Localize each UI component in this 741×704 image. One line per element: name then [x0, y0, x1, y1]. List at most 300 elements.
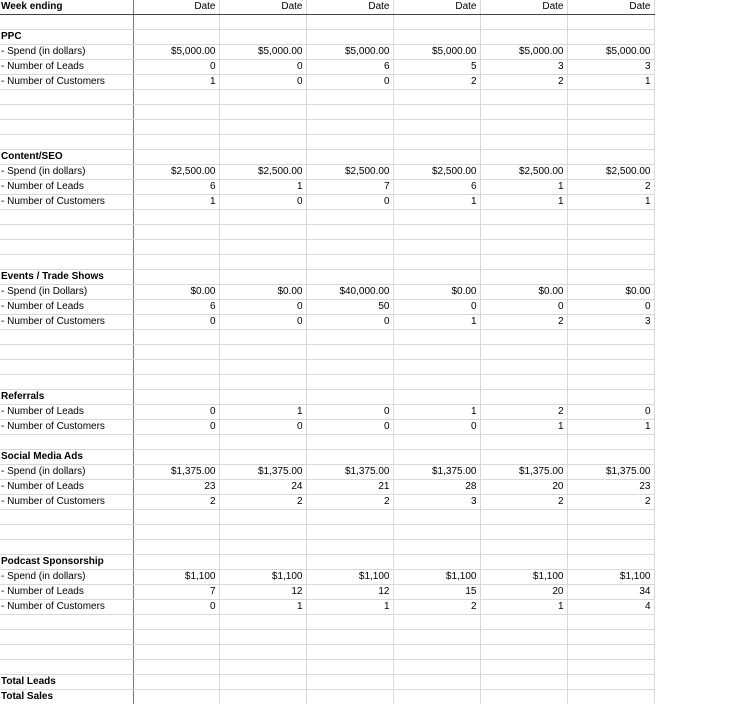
empty-cell[interactable]	[306, 120, 393, 135]
value-cell[interactable]: 4	[567, 600, 654, 615]
empty-cell[interactable]	[567, 360, 654, 375]
empty-cell[interactable]	[393, 675, 480, 690]
value-cell[interactable]: $2,500.00	[393, 165, 480, 180]
empty-cell[interactable]	[393, 210, 480, 225]
empty-cell[interactable]	[133, 450, 219, 465]
empty-cell[interactable]	[393, 135, 480, 150]
value-cell[interactable]: $0.00	[480, 285, 567, 300]
week-ending-label[interactable]: Week ending	[0, 0, 133, 15]
empty-cell[interactable]	[306, 615, 393, 630]
empty-cell[interactable]	[306, 240, 393, 255]
value-cell[interactable]: 34	[567, 585, 654, 600]
empty-cell[interactable]	[219, 555, 306, 570]
metric-label[interactable]: - Number of Leads	[0, 405, 133, 420]
empty-cell[interactable]	[393, 30, 480, 45]
empty-cell[interactable]	[393, 90, 480, 105]
empty-cell[interactable]	[133, 645, 219, 660]
empty-cell[interactable]	[133, 240, 219, 255]
empty-cell[interactable]	[480, 255, 567, 270]
empty-cell[interactable]	[567, 90, 654, 105]
empty-cell[interactable]	[480, 675, 567, 690]
empty-cell[interactable]	[219, 150, 306, 165]
row-label-cell[interactable]	[0, 210, 133, 225]
value-cell[interactable]: $2,500.00	[219, 165, 306, 180]
row-label-cell[interactable]	[0, 360, 133, 375]
empty-cell[interactable]	[567, 660, 654, 675]
empty-cell[interactable]	[393, 645, 480, 660]
empty-cell[interactable]	[393, 255, 480, 270]
value-cell[interactable]: $0.00	[393, 285, 480, 300]
value-cell[interactable]: 23	[567, 480, 654, 495]
value-cell[interactable]: 3	[393, 495, 480, 510]
value-cell[interactable]: 0	[306, 315, 393, 330]
empty-cell[interactable]	[133, 15, 219, 30]
empty-cell[interactable]	[306, 390, 393, 405]
metric-label[interactable]: - Number of Customers	[0, 420, 133, 435]
empty-cell[interactable]	[133, 150, 219, 165]
metric-label[interactable]: - Number of Customers	[0, 75, 133, 90]
empty-cell[interactable]	[480, 210, 567, 225]
empty-cell[interactable]	[306, 330, 393, 345]
empty-cell[interactable]	[219, 510, 306, 525]
row-label-cell[interactable]	[0, 645, 133, 660]
row-label-cell[interactable]	[0, 105, 133, 120]
date-header-cell[interactable]: Date	[219, 0, 306, 15]
empty-cell[interactable]	[480, 615, 567, 630]
value-cell[interactable]: 20	[480, 585, 567, 600]
total-sales-label[interactable]: Total Sales	[0, 690, 133, 704]
empty-cell[interactable]	[219, 135, 306, 150]
empty-cell[interactable]	[567, 615, 654, 630]
value-cell[interactable]: 2	[393, 600, 480, 615]
empty-cell[interactable]	[306, 345, 393, 360]
value-cell[interactable]: 0	[133, 405, 219, 420]
row-label-cell[interactable]	[0, 615, 133, 630]
date-header-cell[interactable]: Date	[393, 0, 480, 15]
value-cell[interactable]: $5,000.00	[480, 45, 567, 60]
value-cell[interactable]: 1	[393, 315, 480, 330]
empty-cell[interactable]	[219, 435, 306, 450]
value-cell[interactable]: 6	[133, 180, 219, 195]
value-cell[interactable]: $1,100	[480, 570, 567, 585]
empty-cell[interactable]	[219, 450, 306, 465]
value-cell[interactable]: $1,375.00	[219, 465, 306, 480]
value-cell[interactable]: 1	[480, 195, 567, 210]
value-cell[interactable]: 3	[567, 315, 654, 330]
value-cell[interactable]: 0	[306, 405, 393, 420]
value-cell[interactable]: 24	[219, 480, 306, 495]
empty-cell[interactable]	[567, 675, 654, 690]
value-cell[interactable]: $5,000.00	[133, 45, 219, 60]
value-cell[interactable]: 0	[133, 420, 219, 435]
empty-cell[interactable]	[393, 540, 480, 555]
value-cell[interactable]: 0	[133, 600, 219, 615]
empty-cell[interactable]	[567, 645, 654, 660]
empty-cell[interactable]	[133, 30, 219, 45]
date-header-cell[interactable]: Date	[133, 0, 219, 15]
section-title[interactable]: PPC	[0, 30, 133, 45]
value-cell[interactable]: 0	[219, 195, 306, 210]
value-cell[interactable]: 0	[219, 300, 306, 315]
empty-cell[interactable]	[567, 30, 654, 45]
value-cell[interactable]: 1	[480, 180, 567, 195]
empty-cell[interactable]	[393, 375, 480, 390]
value-cell[interactable]: 0	[219, 60, 306, 75]
value-cell[interactable]: 7	[306, 180, 393, 195]
value-cell[interactable]: 50	[306, 300, 393, 315]
date-header-cell[interactable]: Date	[567, 0, 654, 15]
empty-cell[interactable]	[480, 540, 567, 555]
empty-cell[interactable]	[567, 555, 654, 570]
empty-cell[interactable]	[567, 450, 654, 465]
empty-cell[interactable]	[219, 15, 306, 30]
empty-cell[interactable]	[133, 360, 219, 375]
empty-cell[interactable]	[219, 645, 306, 660]
value-cell[interactable]: $1,375.00	[393, 465, 480, 480]
value-cell[interactable]: 2	[393, 75, 480, 90]
empty-cell[interactable]	[133, 345, 219, 360]
empty-cell[interactable]	[393, 120, 480, 135]
row-label-cell[interactable]	[0, 120, 133, 135]
empty-cell[interactable]	[219, 675, 306, 690]
empty-cell[interactable]	[393, 150, 480, 165]
metric-label[interactable]: - Number of Customers	[0, 495, 133, 510]
metric-label[interactable]: - Number of Customers	[0, 195, 133, 210]
empty-cell[interactable]	[219, 615, 306, 630]
empty-cell[interactable]	[133, 270, 219, 285]
empty-cell[interactable]	[133, 540, 219, 555]
empty-cell[interactable]	[393, 555, 480, 570]
value-cell[interactable]: 0	[306, 75, 393, 90]
empty-cell[interactable]	[219, 630, 306, 645]
empty-cell[interactable]	[133, 90, 219, 105]
empty-cell[interactable]	[306, 450, 393, 465]
value-cell[interactable]: 0	[219, 420, 306, 435]
empty-cell[interactable]	[306, 510, 393, 525]
value-cell[interactable]: 12	[306, 585, 393, 600]
empty-cell[interactable]	[306, 30, 393, 45]
empty-cell[interactable]	[480, 390, 567, 405]
row-label-cell[interactable]	[0, 660, 133, 675]
value-cell[interactable]: 1	[306, 600, 393, 615]
empty-cell[interactable]	[480, 15, 567, 30]
empty-cell[interactable]	[393, 690, 480, 704]
value-cell[interactable]: 28	[393, 480, 480, 495]
value-cell[interactable]: 2	[306, 495, 393, 510]
value-cell[interactable]: 0	[393, 300, 480, 315]
empty-cell[interactable]	[480, 660, 567, 675]
empty-cell[interactable]	[306, 540, 393, 555]
metric-label[interactable]: - Spend (in dollars)	[0, 45, 133, 60]
empty-cell[interactable]	[567, 270, 654, 285]
value-cell[interactable]: 2	[567, 180, 654, 195]
value-cell[interactable]: 6	[306, 60, 393, 75]
empty-cell[interactable]	[306, 675, 393, 690]
empty-cell[interactable]	[219, 330, 306, 345]
value-cell[interactable]: 7	[133, 585, 219, 600]
value-cell[interactable]: 0	[133, 60, 219, 75]
empty-cell[interactable]	[567, 435, 654, 450]
value-cell[interactable]: 2	[480, 75, 567, 90]
section-title[interactable]: Podcast Sponsorship	[0, 555, 133, 570]
section-title[interactable]: Referrals	[0, 390, 133, 405]
empty-cell[interactable]	[393, 225, 480, 240]
empty-cell[interactable]	[306, 360, 393, 375]
value-cell[interactable]: $5,000.00	[219, 45, 306, 60]
row-label-cell[interactable]	[0, 225, 133, 240]
row-label-cell[interactable]	[0, 510, 133, 525]
value-cell[interactable]: $2,500.00	[567, 165, 654, 180]
empty-cell[interactable]	[306, 645, 393, 660]
empty-cell[interactable]	[133, 330, 219, 345]
value-cell[interactable]: 1	[480, 600, 567, 615]
value-cell[interactable]: 2	[480, 315, 567, 330]
value-cell[interactable]: 0	[133, 315, 219, 330]
value-cell[interactable]: $1,375.00	[567, 465, 654, 480]
row-label-cell[interactable]	[0, 90, 133, 105]
value-cell[interactable]: 2	[480, 495, 567, 510]
empty-cell[interactable]	[393, 330, 480, 345]
empty-cell[interactable]	[480, 690, 567, 704]
empty-cell[interactable]	[133, 660, 219, 675]
value-cell[interactable]: $0.00	[133, 285, 219, 300]
row-label-cell[interactable]	[0, 435, 133, 450]
value-cell[interactable]: 1	[133, 75, 219, 90]
empty-cell[interactable]	[393, 360, 480, 375]
empty-cell[interactable]	[567, 525, 654, 540]
metric-label[interactable]: - Spend (in dollars)	[0, 165, 133, 180]
empty-cell[interactable]	[567, 510, 654, 525]
empty-cell[interactable]	[219, 90, 306, 105]
value-cell[interactable]: 2	[567, 495, 654, 510]
empty-cell[interactable]	[480, 225, 567, 240]
row-label-cell[interactable]	[0, 330, 133, 345]
value-cell[interactable]: $2,500.00	[306, 165, 393, 180]
row-label-cell[interactable]	[0, 540, 133, 555]
empty-cell[interactable]	[306, 375, 393, 390]
empty-cell[interactable]	[393, 390, 480, 405]
row-label-cell[interactable]	[0, 240, 133, 255]
empty-cell[interactable]	[133, 630, 219, 645]
value-cell[interactable]: $1,100	[219, 570, 306, 585]
empty-cell[interactable]	[567, 540, 654, 555]
value-cell[interactable]: 1	[567, 420, 654, 435]
empty-cell[interactable]	[219, 120, 306, 135]
value-cell[interactable]: 1	[219, 600, 306, 615]
metric-label[interactable]: - Spend (in dollars)	[0, 570, 133, 585]
empty-cell[interactable]	[306, 690, 393, 704]
empty-cell[interactable]	[480, 330, 567, 345]
row-label-cell[interactable]	[0, 525, 133, 540]
empty-cell[interactable]	[393, 510, 480, 525]
date-header-cell[interactable]: Date	[480, 0, 567, 15]
value-cell[interactable]: 1	[567, 75, 654, 90]
empty-cell[interactable]	[133, 135, 219, 150]
empty-cell[interactable]	[133, 525, 219, 540]
empty-cell[interactable]	[480, 90, 567, 105]
empty-cell[interactable]	[480, 30, 567, 45]
date-header-cell[interactable]: Date	[306, 0, 393, 15]
empty-cell[interactable]	[306, 210, 393, 225]
metric-label[interactable]: - Spend (in dollars)	[0, 465, 133, 480]
empty-cell[interactable]	[306, 90, 393, 105]
value-cell[interactable]: $1,100	[567, 570, 654, 585]
metric-label[interactable]: - Number of Leads	[0, 300, 133, 315]
empty-cell[interactable]	[393, 630, 480, 645]
empty-cell[interactable]	[219, 210, 306, 225]
empty-cell[interactable]	[306, 150, 393, 165]
empty-cell[interactable]	[567, 690, 654, 704]
empty-cell[interactable]	[306, 555, 393, 570]
value-cell[interactable]: 21	[306, 480, 393, 495]
empty-cell[interactable]	[393, 240, 480, 255]
empty-cell[interactable]	[306, 660, 393, 675]
value-cell[interactable]: 3	[480, 60, 567, 75]
value-cell[interactable]: 5	[393, 60, 480, 75]
row-label-cell[interactable]	[0, 375, 133, 390]
metric-label[interactable]: - Number of Customers	[0, 315, 133, 330]
section-title[interactable]: Events / Trade Shows	[0, 270, 133, 285]
empty-cell[interactable]	[567, 345, 654, 360]
empty-cell[interactable]	[219, 390, 306, 405]
empty-cell[interactable]	[219, 660, 306, 675]
value-cell[interactable]: $1,100	[133, 570, 219, 585]
empty-cell[interactable]	[306, 15, 393, 30]
empty-cell[interactable]	[567, 330, 654, 345]
empty-cell[interactable]	[306, 135, 393, 150]
empty-cell[interactable]	[133, 255, 219, 270]
empty-cell[interactable]	[133, 435, 219, 450]
value-cell[interactable]: $5,000.00	[306, 45, 393, 60]
empty-cell[interactable]	[567, 225, 654, 240]
empty-cell[interactable]	[480, 555, 567, 570]
empty-cell[interactable]	[133, 615, 219, 630]
value-cell[interactable]: 0	[219, 315, 306, 330]
empty-cell[interactable]	[219, 270, 306, 285]
empty-cell[interactable]	[219, 345, 306, 360]
empty-cell[interactable]	[567, 135, 654, 150]
value-cell[interactable]: 1	[480, 420, 567, 435]
empty-cell[interactable]	[219, 255, 306, 270]
empty-cell[interactable]	[567, 15, 654, 30]
empty-cell[interactable]	[567, 390, 654, 405]
value-cell[interactable]: 2	[480, 405, 567, 420]
empty-cell[interactable]	[133, 390, 219, 405]
empty-cell[interactable]	[219, 525, 306, 540]
empty-cell[interactable]	[567, 120, 654, 135]
empty-cell[interactable]	[480, 240, 567, 255]
value-cell[interactable]: 15	[393, 585, 480, 600]
empty-cell[interactable]	[219, 30, 306, 45]
value-cell[interactable]: 0	[393, 420, 480, 435]
empty-cell[interactable]	[393, 15, 480, 30]
empty-cell[interactable]	[480, 150, 567, 165]
empty-cell[interactable]	[480, 360, 567, 375]
metric-label[interactable]: - Number of Leads	[0, 180, 133, 195]
value-cell[interactable]: $2,500.00	[133, 165, 219, 180]
empty-cell[interactable]	[567, 240, 654, 255]
empty-cell[interactable]	[219, 240, 306, 255]
metric-label[interactable]: - Number of Leads	[0, 480, 133, 495]
empty-cell[interactable]	[133, 105, 219, 120]
empty-cell[interactable]	[567, 255, 654, 270]
value-cell[interactable]: $1,375.00	[133, 465, 219, 480]
value-cell[interactable]: 3	[567, 60, 654, 75]
empty-cell[interactable]	[393, 345, 480, 360]
empty-cell[interactable]	[219, 360, 306, 375]
empty-cell[interactable]	[393, 450, 480, 465]
value-cell[interactable]: 1	[219, 180, 306, 195]
empty-cell[interactable]	[480, 450, 567, 465]
metric-label[interactable]: - Number of Leads	[0, 585, 133, 600]
value-cell[interactable]: $0.00	[567, 285, 654, 300]
empty-cell[interactable]	[219, 690, 306, 704]
empty-cell[interactable]	[306, 525, 393, 540]
empty-cell[interactable]	[133, 210, 219, 225]
empty-cell[interactable]	[393, 615, 480, 630]
empty-cell[interactable]	[133, 555, 219, 570]
value-cell[interactable]: 0	[567, 405, 654, 420]
value-cell[interactable]: 1	[393, 405, 480, 420]
value-cell[interactable]: 1	[567, 195, 654, 210]
empty-cell[interactable]	[567, 105, 654, 120]
empty-cell[interactable]	[306, 255, 393, 270]
empty-cell[interactable]	[133, 375, 219, 390]
row-label-cell[interactable]	[0, 135, 133, 150]
value-cell[interactable]: 1	[393, 195, 480, 210]
empty-cell[interactable]	[393, 435, 480, 450]
value-cell[interactable]: $1,100	[393, 570, 480, 585]
value-cell[interactable]: $5,000.00	[393, 45, 480, 60]
empty-cell[interactable]	[480, 630, 567, 645]
value-cell[interactable]: 2	[219, 495, 306, 510]
value-cell[interactable]: 0	[219, 75, 306, 90]
empty-cell[interactable]	[567, 375, 654, 390]
empty-cell[interactable]	[393, 105, 480, 120]
empty-cell[interactable]	[480, 525, 567, 540]
empty-cell[interactable]	[393, 660, 480, 675]
empty-cell[interactable]	[306, 105, 393, 120]
total-leads-label[interactable]: Total Leads	[0, 675, 133, 690]
empty-cell[interactable]	[133, 690, 219, 704]
empty-cell[interactable]	[480, 345, 567, 360]
empty-cell[interactable]	[393, 270, 480, 285]
value-cell[interactable]: 1	[219, 405, 306, 420]
section-title[interactable]: Social Media Ads	[0, 450, 133, 465]
value-cell[interactable]: $40,000.00	[306, 285, 393, 300]
value-cell[interactable]: 12	[219, 585, 306, 600]
value-cell[interactable]: $0.00	[219, 285, 306, 300]
empty-cell[interactable]	[393, 525, 480, 540]
empty-cell[interactable]	[480, 510, 567, 525]
row-label-cell[interactable]	[0, 15, 133, 30]
empty-cell[interactable]	[480, 270, 567, 285]
value-cell[interactable]: $1,100	[306, 570, 393, 585]
empty-cell[interactable]	[219, 225, 306, 240]
value-cell[interactable]: 6	[133, 300, 219, 315]
empty-cell[interactable]	[480, 645, 567, 660]
empty-cell[interactable]	[219, 105, 306, 120]
empty-cell[interactable]	[133, 225, 219, 240]
empty-cell[interactable]	[306, 225, 393, 240]
value-cell[interactable]: $2,500.00	[480, 165, 567, 180]
value-cell[interactable]: 23	[133, 480, 219, 495]
empty-cell[interactable]	[133, 120, 219, 135]
empty-cell[interactable]	[219, 375, 306, 390]
value-cell[interactable]: $1,375.00	[480, 465, 567, 480]
metric-label[interactable]: - Number of Customers	[0, 600, 133, 615]
metric-label[interactable]: - Number of Leads	[0, 60, 133, 75]
